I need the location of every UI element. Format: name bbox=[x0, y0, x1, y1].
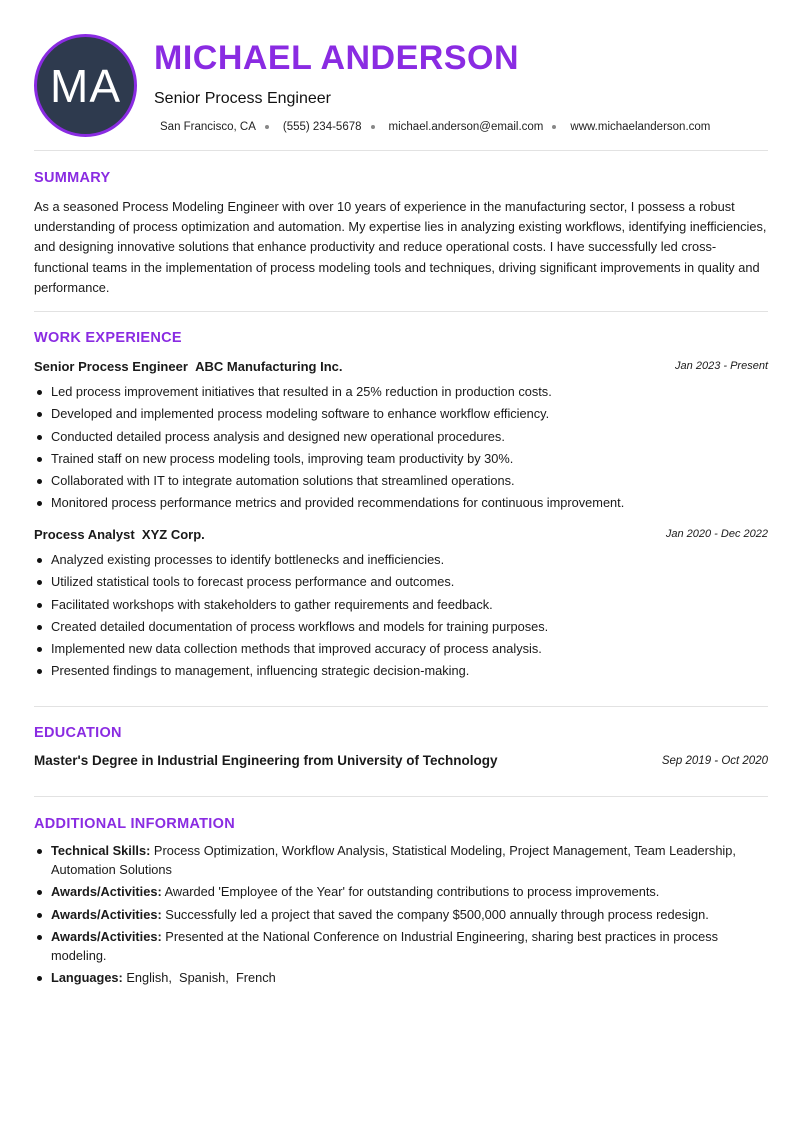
job-bullets bbox=[34, 383, 768, 517]
list-item: Developed and implemented process modeling software to enhance workflow efficiency. bbox=[34, 405, 768, 423]
education-entry bbox=[34, 753, 768, 771]
job-dates: Jan 2020 - Dec 2022 bbox=[665, 528, 768, 540]
list-item bbox=[34, 883, 768, 902]
contact-email[interactable]: michael.anderson@email.com bbox=[388, 121, 544, 133]
resume-header bbox=[34, 34, 768, 138]
contact-location: San Francisco, CA bbox=[160, 121, 256, 133]
list-item: Implemented new data collection methods that improved accuracy of process analysis. bbox=[34, 640, 768, 658]
list-item bbox=[34, 969, 768, 988]
list-item: Analyzed existing processes to identify bottlenecks and inefficiencies. bbox=[34, 551, 768, 569]
job-role-company bbox=[34, 527, 205, 542]
education-heading: EDUCATION bbox=[34, 725, 122, 741]
list-item bbox=[34, 842, 768, 879]
candidate-name: MICHAEL ANDERSON bbox=[154, 39, 520, 77]
list-item: Led process improvement initiatives that resulted in a 25% reduction in production costs. bbox=[34, 383, 768, 401]
list-item: Presented findings to management, influencing strategic decision-making. bbox=[34, 662, 768, 680]
item-label: Technical Skills: bbox=[51, 843, 151, 858]
list-item: Collaborated with IT to integrate automation solutions that streamlined operations. bbox=[34, 472, 768, 490]
section-divider bbox=[34, 706, 768, 707]
list-item: Utilized statistical tools to forecast process performance and outcomes. bbox=[34, 573, 768, 591]
section-divider bbox=[34, 311, 768, 312]
candidate-title: Senior Process Engineer bbox=[154, 90, 331, 107]
list-item: Conducted detailed process analysis and designed new operational procedures. bbox=[34, 428, 768, 446]
list-item bbox=[34, 906, 768, 925]
separator-dot bbox=[265, 125, 269, 129]
section-divider bbox=[34, 150, 768, 151]
item-label: Awards/Activities: bbox=[51, 906, 162, 922]
list-item: Trained staff on new process modeling tools, improving team productivity by 30%. bbox=[34, 450, 768, 468]
list-item: Monitored process performance metrics and provided recommendations for continuous improvement. bbox=[34, 494, 768, 512]
item-text: Process Optimization, Workflow Analysis, Statistical Modeling, Project Management, Team Leadership, Automation Solutions bbox=[51, 843, 736, 877]
item-text: Successfully led a project that saved the company $500,000 annually through process redesign. bbox=[165, 906, 709, 922]
list-item bbox=[34, 928, 768, 965]
contact-website[interactable]: www.michaelanderson.com bbox=[570, 121, 711, 133]
item-label: Awards/Activities: bbox=[51, 884, 162, 899]
section-divider bbox=[34, 796, 768, 797]
item-label: Languages: bbox=[51, 970, 123, 985]
separator-dot bbox=[371, 125, 375, 129]
item-text: English, Spanish, French bbox=[126, 970, 276, 985]
education-degree: Master's Degree in Industrial Engineering from University of Technology bbox=[34, 753, 498, 768]
avatar bbox=[34, 34, 137, 137]
job-company: XYZ Corp. bbox=[141, 527, 205, 542]
separator-dot bbox=[552, 125, 556, 129]
contact-bar bbox=[160, 121, 710, 133]
list-item: Created detailed documentation of process workflows and models for training purposes. bbox=[34, 618, 768, 636]
job-dates: Jan 2023 - Present bbox=[675, 360, 768, 372]
job-role-company bbox=[34, 359, 342, 374]
item-text: Awarded 'Employee of the Year' for outstanding contributions to process improvements. bbox=[164, 884, 660, 899]
additional-heading: ADDITIONAL INFORMATION bbox=[34, 816, 235, 832]
summary-text: As a seasoned Process Modeling Engineer with over 10 years of experience in the manufacturing sector, I possess a robust understanding of process optimization and automation. My expertise lies in analyzing existing workflows, identifying inefficiencies, and designing innovative solutions that enhance productivity and reduce operational costs. I have successfully led cross-functional teams in the implementation of process modeling tools and techniques, driving significant improvements in quality and performance. bbox=[34, 199, 767, 295]
job-role: Process Analyst bbox=[34, 527, 135, 542]
item-label: Awards/Activities: bbox=[51, 929, 162, 944]
contact-phone[interactable]: (555) 234-5678 bbox=[282, 121, 362, 133]
job-header bbox=[34, 359, 768, 377]
job-role: Senior Process Engineer bbox=[34, 359, 188, 374]
item-text: Presented at the National Conference on Industrial Engineering, sharing best practices in process modeling. bbox=[51, 929, 719, 963]
job-header bbox=[34, 527, 768, 545]
avatar-initials: MA bbox=[50, 59, 121, 112]
education-dates: Sep 2019 - Oct 2020 bbox=[661, 755, 768, 767]
job-company: ABC Manufacturing Inc. bbox=[195, 359, 343, 374]
list-item: Facilitated workshops with stakeholders to gather requirements and feedback. bbox=[34, 596, 768, 614]
additional-list bbox=[34, 842, 768, 992]
job-bullets bbox=[34, 551, 768, 685]
experience-heading: WORK EXPERIENCE bbox=[34, 330, 182, 346]
summary-heading: SUMMARY bbox=[34, 170, 111, 186]
